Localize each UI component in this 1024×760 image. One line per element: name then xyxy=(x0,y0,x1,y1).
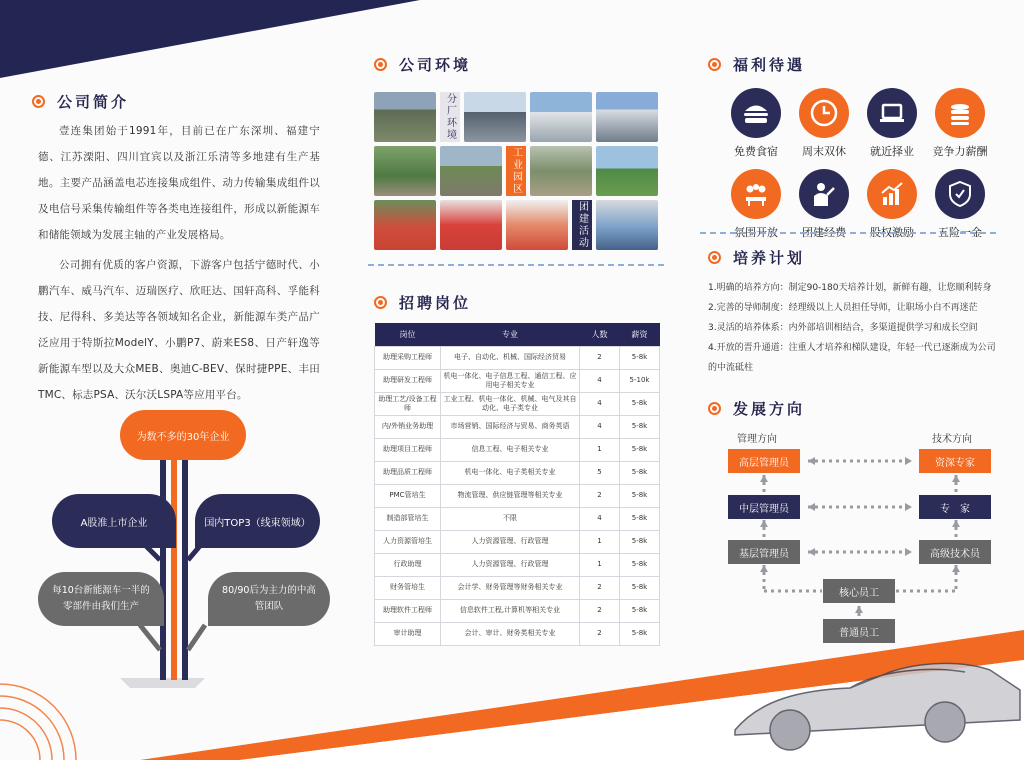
cell-salary: 5-8k xyxy=(620,484,660,507)
cell-salary: 5-8k xyxy=(620,530,660,553)
cell-salary: 5-8k xyxy=(620,622,660,645)
tech-expert-senior-box: 资深专家 xyxy=(919,449,991,473)
benefit-label: 团建经费 xyxy=(802,226,846,239)
cell-count: 2 xyxy=(580,576,620,599)
cell-major: 市场营销、国际经济与贸易、商务英语 xyxy=(441,415,580,438)
cell-pos: 助理研发工程师 xyxy=(375,369,441,392)
training-title: 培养计划 xyxy=(733,249,806,267)
cell-count: 4 xyxy=(580,369,620,392)
cell-major: 会计学、财务管理等财务相关专业 xyxy=(441,576,580,599)
cell-major: 信息工程、电子相关专业 xyxy=(441,438,580,461)
cell-major: 人力资源管理、行政管理 xyxy=(441,553,580,576)
mgmt-middle-box: 中层管理员 xyxy=(728,495,800,519)
cell-major: 机电一体化、电子类相关专业 xyxy=(441,461,580,484)
cell-salary: 5-10k xyxy=(620,369,660,392)
benefit-label: 股权激励 xyxy=(870,226,914,239)
cell-pos: 财务管培生 xyxy=(375,576,441,599)
cell-major: 物流管理、供应链管理等相关专业 xyxy=(441,484,580,507)
cell-major: 信息软件工程,计算机等相关专业 xyxy=(441,599,580,622)
cell-count: 5 xyxy=(580,461,620,484)
cell-pos: 内/外销业务助理 xyxy=(375,415,441,438)
cell-pos: 助理品质工程师 xyxy=(375,461,441,484)
mgmt-senior-box: 高层管理员 xyxy=(728,449,800,473)
cell-major: 不限 xyxy=(441,507,580,530)
col-header: 人数 xyxy=(580,323,620,346)
cell-count: 4 xyxy=(580,507,620,530)
regular-employee-box: 普通员工 xyxy=(823,619,895,643)
cell-major: 会计、审计、财务类相关专业 xyxy=(441,622,580,645)
training-item: 3.灵活的培养体系：内外部培训相结合，多渠道提供学习和成长空间 xyxy=(708,323,978,333)
cell-count: 4 xyxy=(580,392,620,415)
cell-major: 机电一体化、电子信息工程、通信工程、应用电子相关专业 xyxy=(441,369,580,392)
cell-salary: 5-8k xyxy=(620,415,660,438)
intro-paragraph-1: 壹连集团始于1991年，目前已在广东深圳、福建宁德、江苏溧阳、四川宜宾以及浙江乐清等多地建有生产基地。主要产品涵盖电芯连接集成组件、动力传输集成组件以及电信号采集传输组件等各类电连接组件，形成以新能源车和储能领域为发展主轴的产业发展格局。 xyxy=(38,125,320,241)
cell-major: 电子、自动化、机械、国际经济贸易 xyxy=(441,346,580,369)
cell-pos: 助理采购工程师 xyxy=(375,346,441,369)
training-item: 2.完善的导师制度：经理级以上人员担任导师，让职场小白不再迷茫 xyxy=(708,303,978,313)
tech-expert-box: 专 家 xyxy=(919,495,991,519)
cell-salary: 5-8k xyxy=(620,553,660,576)
tree-left-mid-card: A股准上市企业 xyxy=(52,494,176,548)
cell-count: 2 xyxy=(580,599,620,622)
cell-count: 1 xyxy=(580,438,620,461)
cell-count: 1 xyxy=(580,530,620,553)
development-title: 发展方向 xyxy=(733,400,806,418)
jobs-title: 招聘岗位 xyxy=(399,294,472,312)
cell-salary: 5-8k xyxy=(620,346,660,369)
benefit-label: 五险一金 xyxy=(938,226,982,239)
cell-count: 2 xyxy=(580,484,620,507)
benefit-label: 就近择业 xyxy=(870,145,914,158)
tree-left-bottom-card: 每10台新能源车一半的零部件由我们生产 xyxy=(38,572,164,626)
intro-paragraph-2: 公司拥有优质的客户资源，下游客户包括宁德时代、小鹏汽车、威马汽车、迈瑞医疗、欣旺达、国轩高科、孚能科技、尼得科、多美达等各领域知名企业，新能源车类产品广泛应用于特斯拉ModelY、小鹏P7、蔚来ES8、日产轩逸等新能源车型以及大众MEB、奥迪C-BEV、保时捷PPE、丰田TMC、标志PSA、沃尔沃LSPA等应用平台。 xyxy=(38,259,320,401)
cell-salary: 5-8k xyxy=(620,599,660,622)
cell-pos: 助理工艺/设备工程师 xyxy=(375,392,441,415)
cell-salary: 5-8k xyxy=(620,461,660,484)
cell-count: 2 xyxy=(580,622,620,645)
benefits-title: 福利待遇 xyxy=(733,56,806,74)
cell-major: 人力资源管理、行政管理 xyxy=(441,530,580,553)
benefit-label: 氛围开放 xyxy=(734,226,778,239)
env-label-branch: 分厂环境 xyxy=(440,92,460,142)
benefit-label: 免费食宿 xyxy=(734,145,778,158)
tree-right-bottom-card: 80/90后为主力的中高管团队 xyxy=(208,572,330,626)
benefit-label: 周末双休 xyxy=(802,145,846,158)
cell-pos: 助理软件工程师 xyxy=(375,599,441,622)
cell-pos: 审计助理 xyxy=(375,622,441,645)
tree-right-mid-card: 国内TOP3（线束领域） xyxy=(195,494,320,548)
cell-count: 1 xyxy=(580,553,620,576)
cell-pos: 人力资源管培生 xyxy=(375,530,441,553)
env-label-teambuilding: 团建活动 xyxy=(572,200,592,250)
core-employee-box: 核心员工 xyxy=(823,579,895,603)
cell-major: 工业工程、机电一体化、机械、电气及其自动化、电子类专业 xyxy=(441,392,580,415)
cell-salary: 5-8k xyxy=(620,392,660,415)
tech-senior-technician-box: 高级技术员 xyxy=(919,540,991,564)
cell-pos: 制造部管培生 xyxy=(375,507,441,530)
col-header: 专业 xyxy=(441,323,580,346)
col-header: 岗位 xyxy=(375,323,441,346)
mgmt-junior-box: 基层管理员 xyxy=(728,540,800,564)
management-direction-label: 管理方向 xyxy=(737,434,777,445)
col-header: 薪资 xyxy=(620,323,660,346)
cell-pos: 行政助理 xyxy=(375,553,441,576)
cell-salary: 5-8k xyxy=(620,507,660,530)
cell-salary: 5-8k xyxy=(620,438,660,461)
cell-count: 4 xyxy=(580,415,620,438)
cell-salary: 5-8k xyxy=(620,576,660,599)
cell-count: 2 xyxy=(580,346,620,369)
tree-top-card: 为数不多的30年企业 xyxy=(120,410,246,460)
env-label-park: 工业园区 xyxy=(506,146,526,196)
training-item: 4.开放的晋升通道：注重人才培养和梯队建设，年轻一代已逐渐成为公司的中流砥柱 xyxy=(708,343,996,373)
intro-title: 公司简介 xyxy=(57,93,130,111)
training-item: 1.明确的培养方向：制定90-180天培养计划，新鲜有趣，让您顺利转身 xyxy=(708,283,992,293)
cell-pos: 助理项目工程师 xyxy=(375,438,441,461)
benefit-label: 竞争力薪酬 xyxy=(932,145,988,158)
technical-direction-label: 技术方向 xyxy=(932,434,972,445)
cell-pos: PMC管培生 xyxy=(375,484,441,507)
environment-title: 公司环境 xyxy=(399,56,472,74)
